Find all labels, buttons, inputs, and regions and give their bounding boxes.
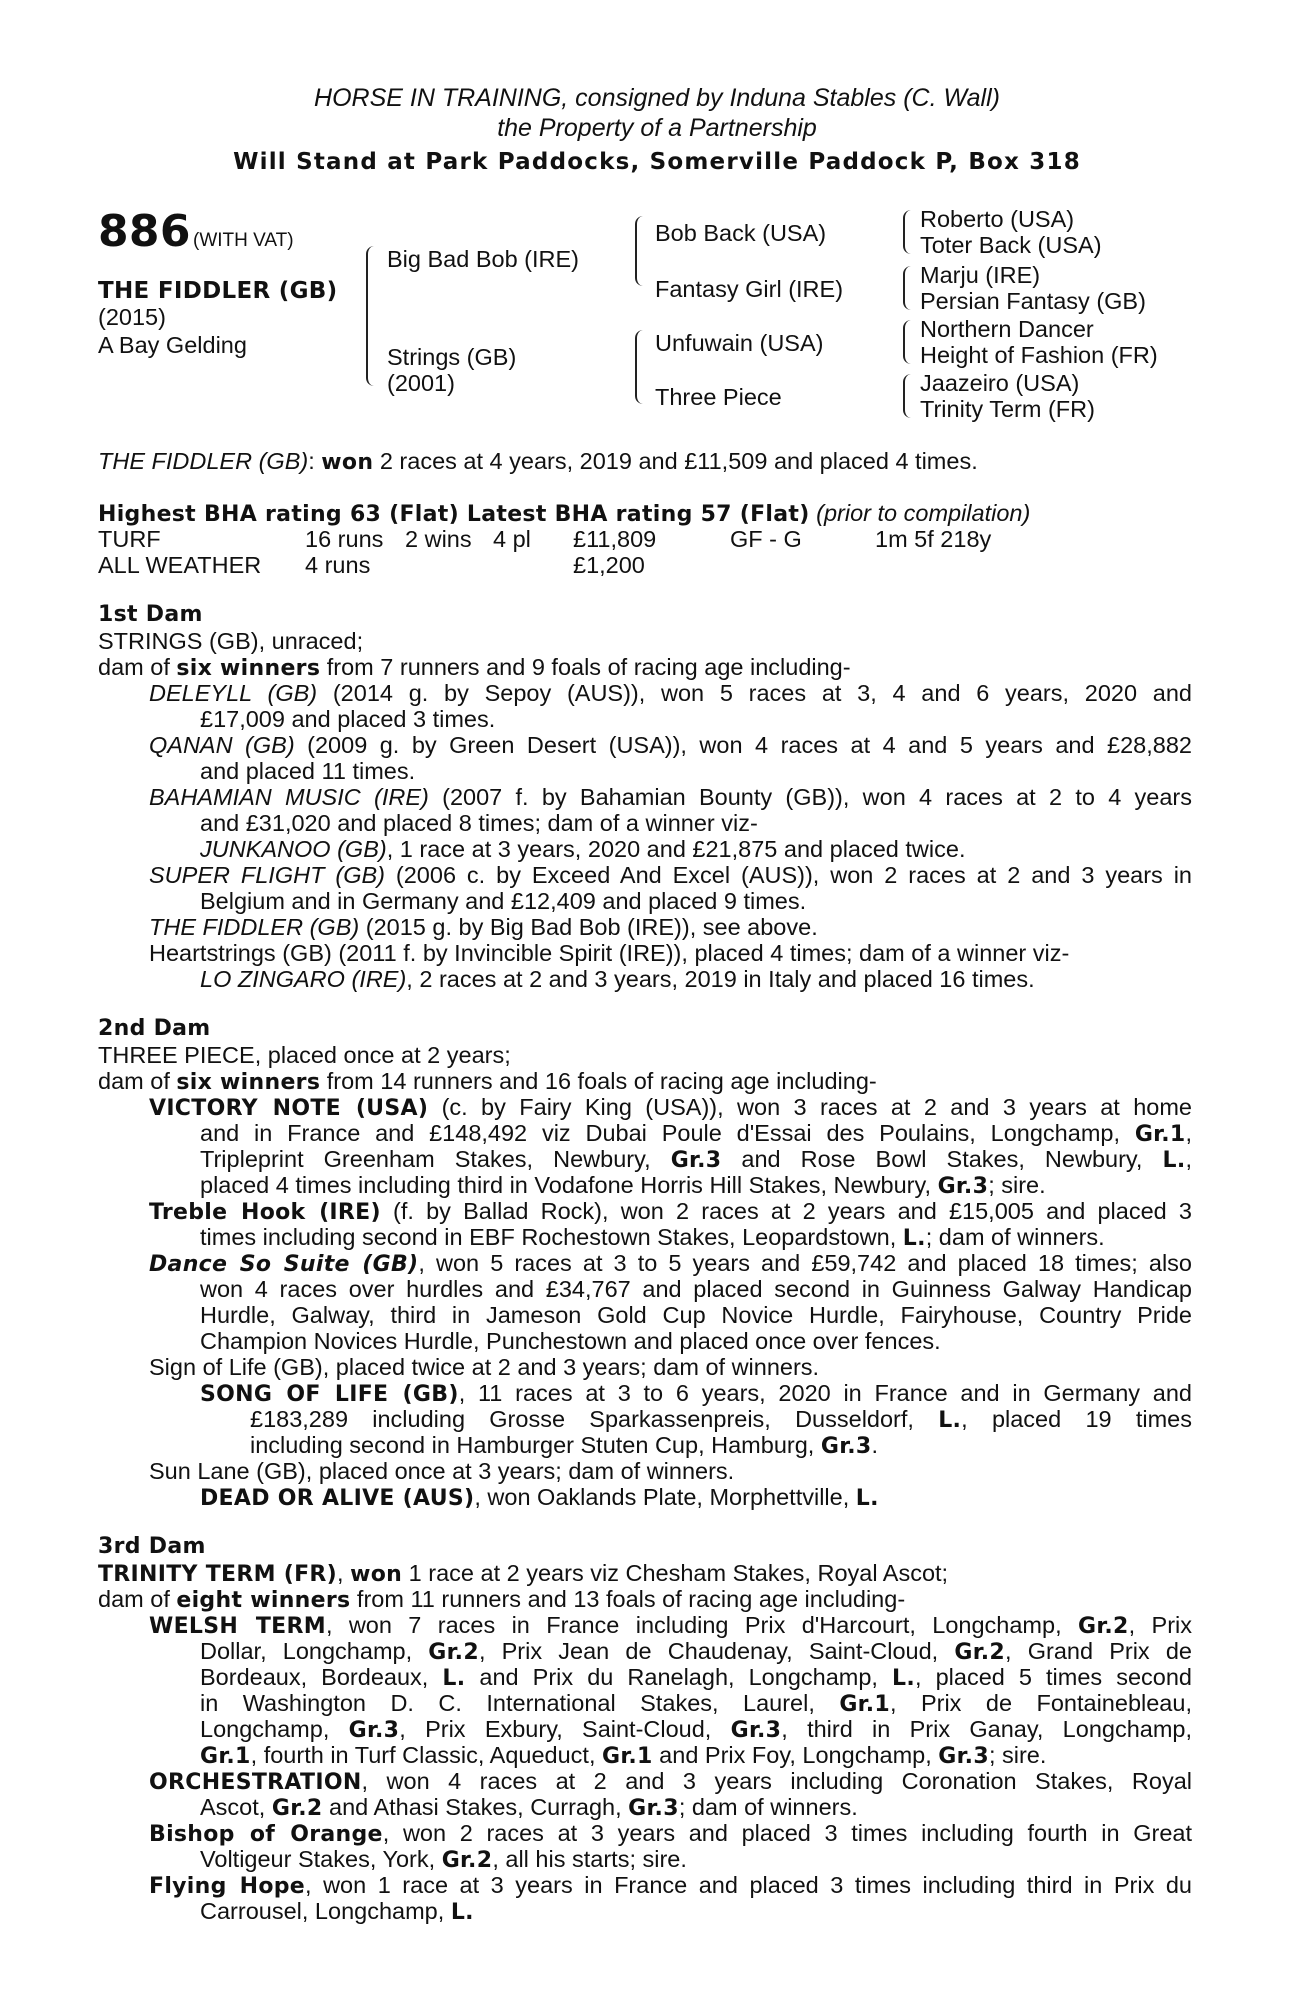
dam2-dance-so-suite-l2: won 4 races over hurdles and £34,767 and placed second in Guinness Galway Handicap: [200, 1276, 1192, 1302]
record-turf-going: GF - G: [730, 526, 802, 552]
dam2-treble-hook-l2: times including second in EBF Rochestown Stakes, Leopardstown, L.; dam of winners.: [200, 1224, 1105, 1251]
record-turf-distance: 1m 5f 218y: [875, 526, 992, 552]
dam3-heading: 3rd Dam: [98, 1534, 206, 1559]
lot-vat: (WITH VAT): [193, 230, 294, 251]
dam2-dance-so-suite-l4: Champion Novices Hurdle, Punchestown and placed once over fences.: [200, 1328, 941, 1354]
pedigree-dsd: Height of Fashion (FR): [920, 342, 1158, 368]
dam2-victory-note-l2: and in France and £148,492 viz Dubai Poule d'Essai des Poulains, Longchamp, Gr.1,: [200, 1120, 1192, 1147]
record-turf-prize: £11,809: [573, 526, 657, 552]
dam1-line1: STRINGS (GB), unraced;: [98, 628, 364, 654]
record-aw-prize: £1,200: [573, 552, 645, 578]
dam2-line2: dam of six winners from 14 runners and 16 foals of racing age including-: [98, 1068, 877, 1095]
dam1-entry-qanan: QANAN (GB) (2009 g. by Green Desert (USA)), won 4 races at 4 and 5 years and £28,882: [149, 732, 1192, 758]
header-title: HORSE IN TRAINING, consigned by Induna Stables (C. Wall): [314, 84, 1000, 112]
horse-description: A Bay Gelding: [98, 332, 247, 358]
pedigree-sds: Marju (IRE): [920, 262, 1041, 288]
dam2-treble-hook: Treble Hook (IRE) (f. by Ballad Rock), won 2 races at 2 years and £15,005 and placed 3: [149, 1198, 1192, 1225]
pedigree-brace-ds: [903, 320, 911, 364]
dam1-entry-lozingaro: LO ZINGARO (IRE), 2 races at 2 and 3 years, 2019 in Italy and placed 16 times.: [200, 966, 1035, 992]
dam2-song-of-life-l3: including second in Hamburger Stuten Cup, Hamburg, Gr.3.: [250, 1432, 879, 1459]
pedigree-dds: Jaazeiro (USA): [920, 370, 1080, 396]
dam1-entry-deleyll-cont: £17,009 and placed 3 times.: [200, 706, 496, 732]
dam3-welsh-term-l5: Longchamp, Gr.3, Prix Exbury, Saint-Cloud, Gr.3, third in Prix Ganay, Longchamp,: [200, 1716, 1193, 1743]
pedigree-dam-year: (2001): [387, 370, 455, 396]
record-turf-placed: 4 pl: [493, 526, 531, 552]
dam3-welsh-term-l3: Bordeaux, Bordeaux, L. and Prix du Ranelagh, Longchamp, L., placed 5 times second: [200, 1664, 1193, 1691]
dam3-orchestration: ORCHESTRATION, won 4 races at 2 and 3 years including Coronation Stakes, Royal: [149, 1768, 1192, 1795]
dam3-welsh-term-l2: Dollar, Longchamp, Gr.2, Prix Jean de Chaudenay, Saint-Cloud, Gr.2, Grand Prix de: [200, 1638, 1192, 1665]
dam3-flying-hope: Flying Hope, won 1 race at 3 years in France and placed 3 times including third in Prix du: [149, 1872, 1192, 1899]
record-aw-runs: 4 runs: [305, 552, 371, 578]
pedigree-brace-main: [366, 246, 376, 386]
dam2-victory-note-l4: placed 4 times including third in Vodafone Horris Hill Stakes, Newbury, Gr.3; sire.: [200, 1172, 1046, 1199]
dam3-bishop-of-orange-l2: Voltigeur Stakes, York, Gr.2, all his starts; sire.: [200, 1846, 687, 1873]
summary-line: THE FIDDLER (GB): won 2 races at 4 years, 2019 and £11,509 and placed 4 times.: [98, 448, 978, 475]
dam3-line1: TRINITY TERM (FR), won 1 race at 2 years viz Chesham Stakes, Royal Ascot;: [98, 1560, 949, 1587]
pedigree-ssd: Toter Back (USA): [920, 232, 1102, 258]
dam3-welsh-term-l4: in Washington D. C. International Stakes, Laurel, Gr.1, Prix de Fontainebleau,: [200, 1690, 1192, 1717]
record-aw-label: ALL WEATHER: [98, 552, 262, 578]
pedigree-ds: Unfuwain (USA): [655, 330, 824, 356]
pedigree-brace-ss: [903, 210, 911, 254]
dam1-entry-heartstrings: Heartstrings (GB) (2011 f. by Invincible Spirit (IRE)), placed 4 times; dam of a winner viz-: [149, 940, 1070, 966]
dam3-bishop-of-orange: Bishop of Orange, won 2 races at 3 years and placed 3 times including fourth in Great: [149, 1820, 1192, 1847]
dam2-dead-or-alive: DEAD OR ALIVE (AUS), won Oaklands Plate, Morphettville, L.: [200, 1484, 879, 1511]
record-turf-label: TURF: [98, 526, 161, 552]
dam3-welsh-term-l6: Gr.1, fourth in Turf Classic, Aqueduct, Gr.1 and Prix Foy, Longchamp, Gr.3; sire.: [200, 1742, 1047, 1769]
horse-year: (2015): [98, 304, 166, 330]
pedigree-ss: Bob Back (USA): [655, 220, 827, 246]
dam2-victory-note-l3: Tripleprint Greenham Stakes, Newbury, Gr.3 and Rose Bowl Stakes, Newbury, L.,: [200, 1146, 1193, 1173]
dam1-line2: dam of six winners from 7 runners and 9 foals of racing age including-: [98, 654, 851, 681]
dam2-heading: 2nd Dam: [98, 1016, 211, 1041]
dam2-sun-lane: Sun Lane (GB), placed once at 3 years; dam of winners.: [149, 1458, 735, 1484]
dam1-heading: 1st Dam: [98, 602, 203, 627]
pedigree-brace-dd: [903, 374, 911, 418]
dam1-entry-deleyll: DELEYLL (GB) (2014 g. by Sepoy (AUS)), won 5 races at 3, 4 and 6 years, 2020 and: [149, 680, 1192, 706]
ratings-line: Highest BHA rating 63 (Flat) Latest BHA rating 57 (Flat) (prior to compilation): [98, 500, 1031, 527]
pedigree-sd: Fantasy Girl (IRE): [655, 276, 844, 302]
dam2-song-of-life-l2: £183,289 including Grosse Sparkassenpreis, Dusseldorf, L., placed 19 times: [250, 1406, 1192, 1433]
dam1-entry-superflight: SUPER FLIGHT (GB) (2006 c. by Exceed And Excel (AUS)), won 2 races at 2 and 3 years in: [149, 862, 1192, 888]
dam3-orchestration-l2: Ascot, Gr.2 and Athasi Stakes, Curragh, Gr.3; dam of winners.: [200, 1794, 858, 1821]
dam2-dance-so-suite-l3: Hurdle, Galway, third in Jameson Gold Cup Novice Hurdle, Fairyhouse, Country Pride: [200, 1302, 1192, 1328]
dam2-song-of-life: SONG OF LIFE (GB), 11 races at 3 to 6 years, 2020 in France and in Germany and: [200, 1380, 1192, 1407]
dam2-sign-of-life: Sign of Life (GB), placed twice at 2 and 3 years; dam of winners.: [149, 1354, 820, 1380]
dam1-entry-bahamian: BAHAMIAN MUSIC (IRE) (2007 f. by Bahamian Bounty (GB)), won 4 races at 2 to 4 years: [149, 784, 1192, 810]
pedigree-dam: Strings (GB): [387, 344, 517, 370]
horse-name: THE FIDDLER (GB): [98, 278, 338, 304]
pedigree-sire: Big Bad Bob (IRE): [387, 246, 580, 272]
dam2-line1: THREE PIECE, placed once at 2 years;: [98, 1042, 511, 1068]
header-subtitle: the Property of a Partnership: [497, 114, 817, 142]
lot-number: 886: [98, 206, 191, 257]
pedigree-brace-dam: [635, 330, 645, 404]
dam3-line2: dam of eight winners from 11 runners and 13 foals of racing age including-: [98, 1586, 906, 1613]
dam1-entry-superflight-cont: Belgium and in Germany and £12,409 and placed 9 times.: [200, 888, 807, 914]
dam2-victory-note: VICTORY NOTE (USA) (c. by Fairy King (USA)), won 3 races at 2 and 3 years at home: [149, 1094, 1192, 1121]
dam2-dance-so-suite: Dance So Suite (GB), won 5 races at 3 to 5 years and £59,742 and placed 18 times; also: [149, 1250, 1192, 1277]
stand-line: Will Stand at Park Paddocks, Somerville Paddock P, Box 318: [233, 149, 1081, 175]
dam1-entry-qanan-cont: and placed 11 times.: [200, 758, 416, 784]
record-turf-wins: 2 wins: [405, 526, 472, 552]
pedigree-brace-sd: [903, 266, 911, 310]
pedigree-dd: Three Piece: [655, 384, 782, 410]
pedigree-ddd: Trinity Term (FR): [920, 396, 1095, 422]
dam1-entry-junkanoo: JUNKANOO (GB), 1 race at 3 years, 2020 and £21,875 and placed twice.: [200, 836, 966, 862]
dam3-welsh-term: WELSH TERM, won 7 races in France including Prix d'Harcourt, Longchamp, Gr.2, Prix: [149, 1612, 1192, 1639]
pedigree-dss: Northern Dancer: [920, 316, 1094, 342]
pedigree-brace-sire: [635, 216, 645, 286]
dam1-entry-bahamian-cont: and £31,020 and placed 8 times; dam of a winner viz-: [200, 810, 758, 836]
pedigree-sdd: Persian Fantasy (GB): [920, 288, 1146, 314]
pedigree-sss: Roberto (USA): [920, 206, 1075, 232]
record-turf-runs: 16 runs: [305, 526, 384, 552]
dam1-entry-fiddler: THE FIDDLER (GB) (2015 g. by Big Bad Bob (IRE)), see above.: [149, 914, 818, 940]
dam3-flying-hope-l2: Carrousel, Longchamp, L.: [200, 1898, 474, 1925]
